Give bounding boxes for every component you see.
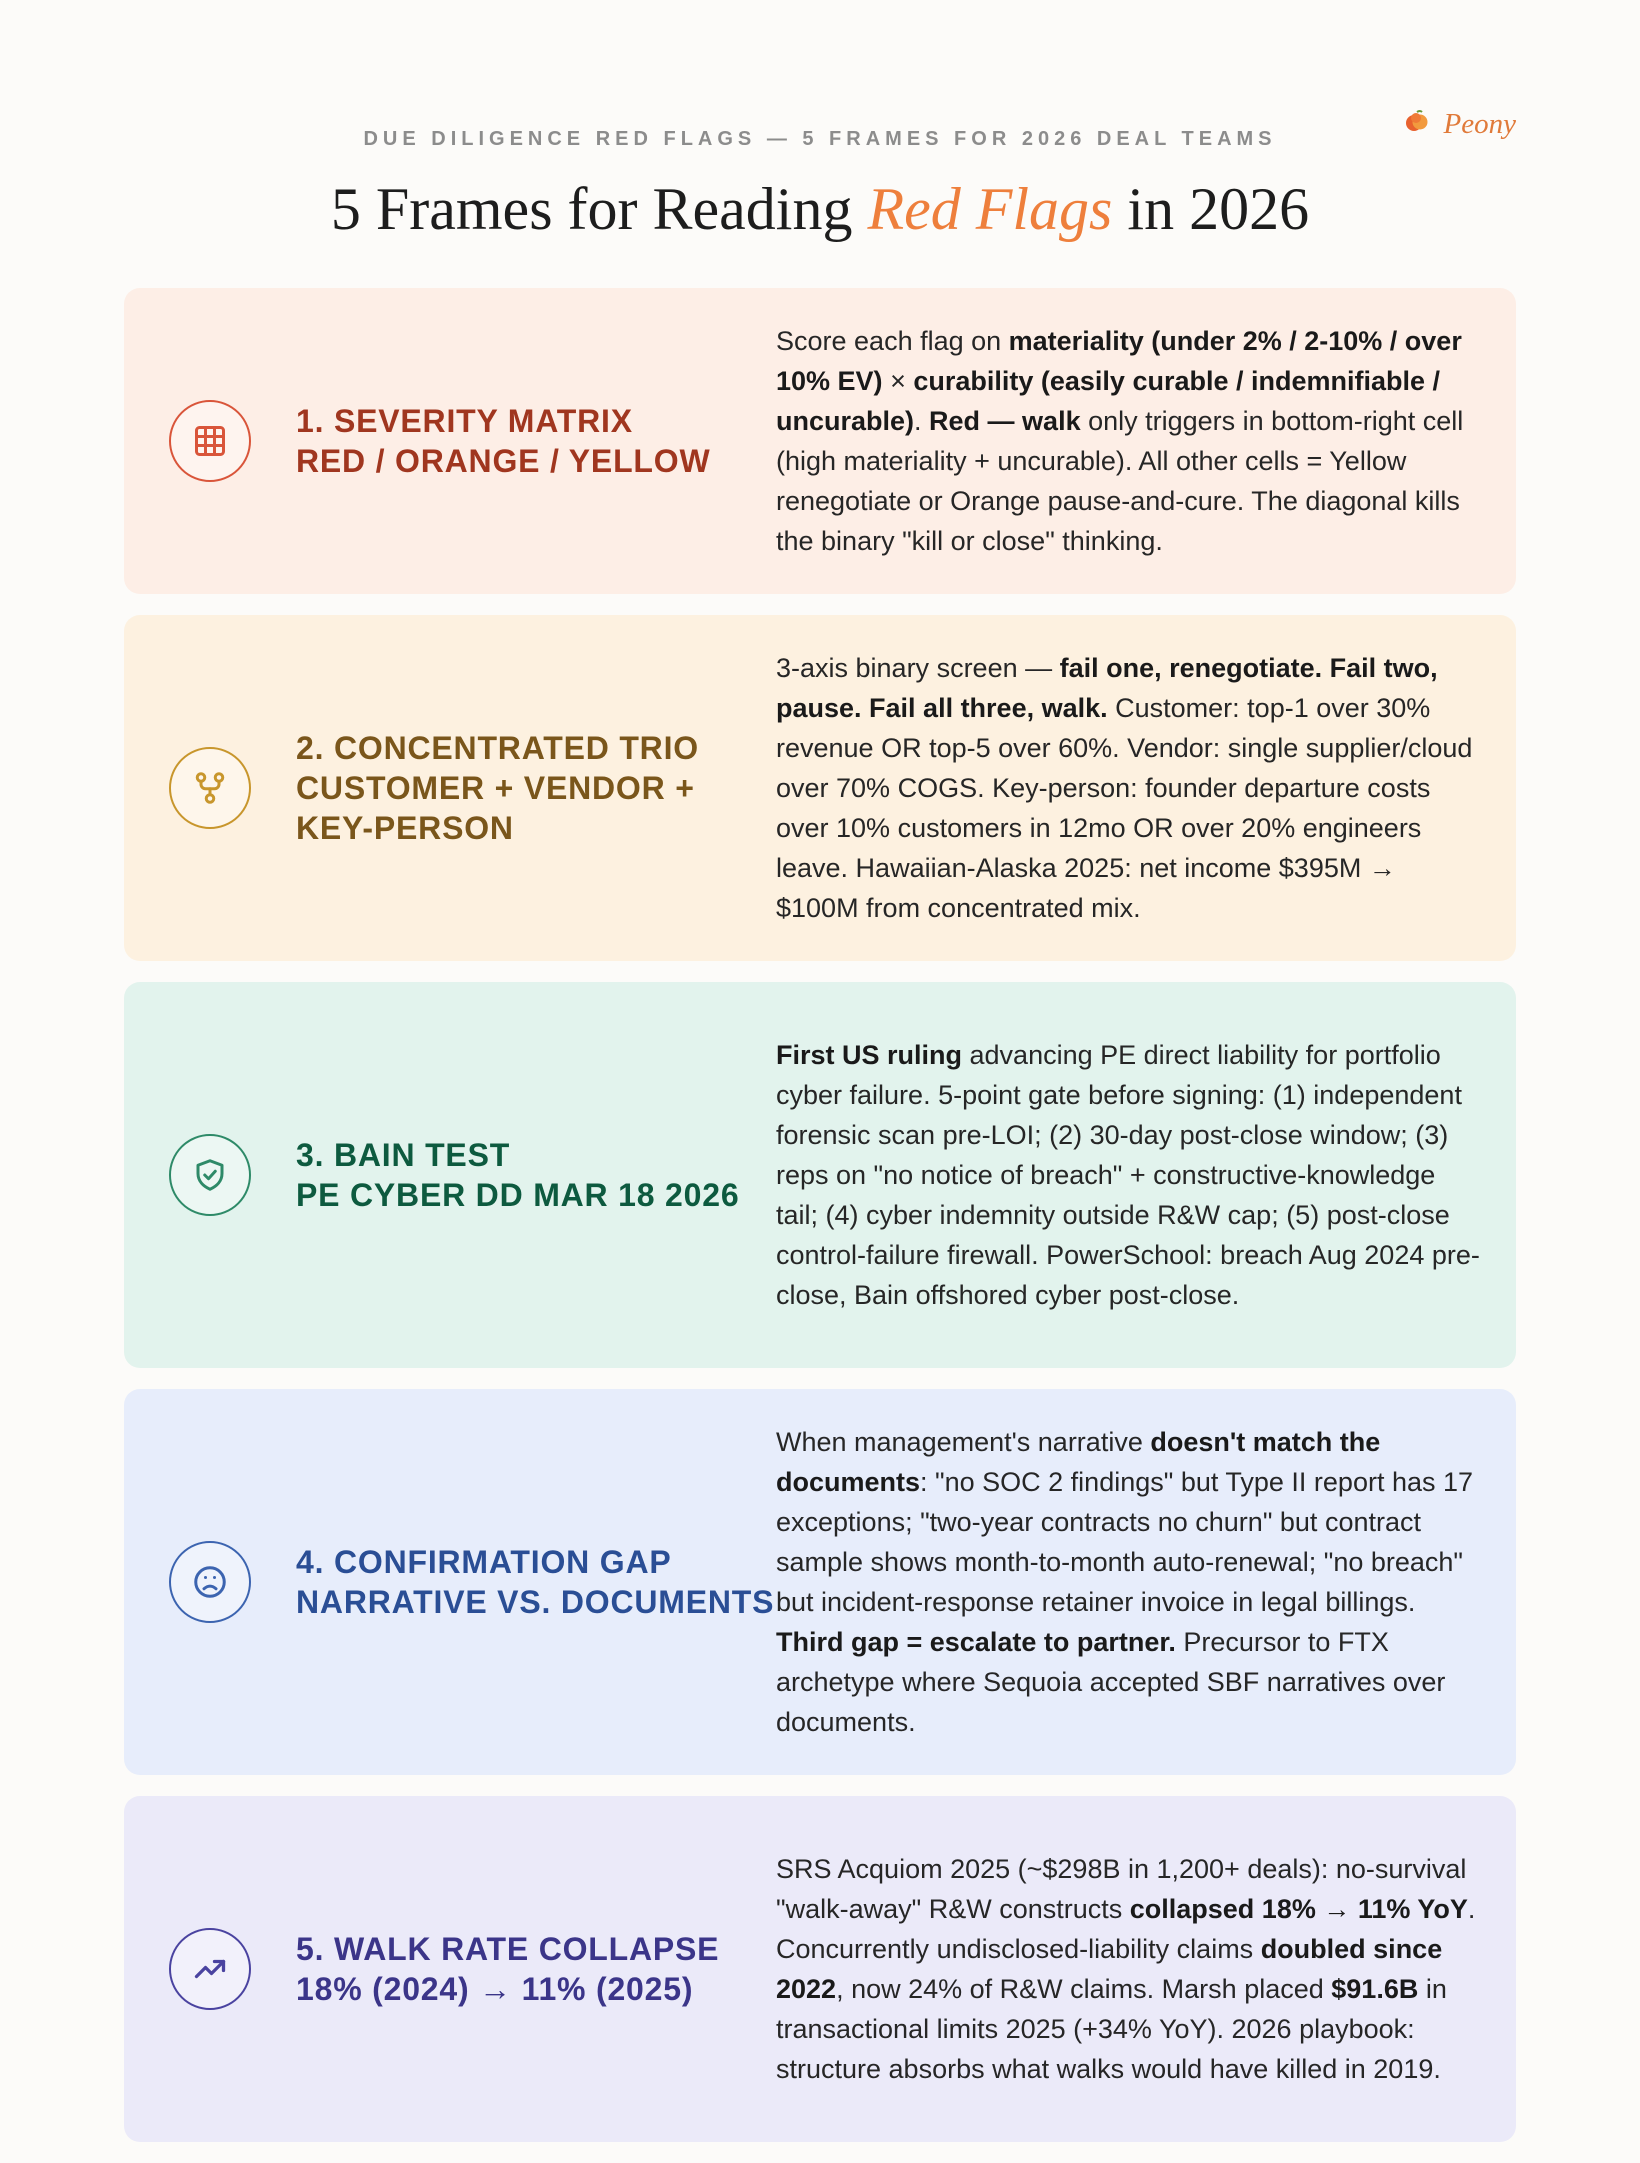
frame-subtitle: 18% (2024) → 11% (2025)	[296, 1971, 694, 2007]
frame-title: 2. CONCENTRATED TRIO	[296, 730, 699, 766]
frame-card-walk-rate	[124, 1796, 1516, 2142]
brand-name: Peony	[1443, 108, 1516, 140]
body-emphasis: First US ruling	[776, 1040, 963, 1070]
body-emphasis: collapsed 18% → 11% YoY	[1129, 1894, 1468, 1924]
body-text: only triggers in bottom-right cell (high materiality + uncurable). All other cells = Yellow renegotiate or Orange pause-and-cure. The diagonal kills the binary "kill or close" thinking.	[776, 406, 1464, 556]
title-suffix: in 2026	[1112, 176, 1310, 242]
frame-body	[776, 1035, 1516, 1315]
body-text: Customer: top-1 over 30% revenue OR top-5 over 60%. Vendor: single supplier/cloud over 70% COGS. Key-person: founder departure costs over 10% customers in 12mo OR over 20% engineers leave. Hawaiian-Alaska 2025: net income $395M → $100M from concentrated mix.	[776, 693, 1473, 923]
frame-body	[776, 1849, 1516, 2089]
body-emphasis: fail one, renegotiate. Fail two, pause. Fail all three, walk.	[776, 653, 1438, 723]
body-text: ×	[882, 366, 914, 396]
body-emphasis: doesn't match the documents	[776, 1427, 1381, 1497]
frame-subtitle: PE CYBER DD MAR 18 2026	[296, 1177, 740, 1213]
grid-matrix-icon	[169, 400, 251, 482]
body-text: .	[914, 406, 930, 436]
frame-body	[776, 648, 1516, 928]
body-text: , now 24% of R&W claims. Marsh placed	[836, 1974, 1332, 2004]
trending-up-icon	[169, 1928, 251, 2010]
frame-card-severity-matrix	[124, 288, 1516, 594]
frame-title: 1. SEVERITY MATRIX	[296, 403, 633, 439]
frame-heading	[296, 1135, 776, 1215]
frame-card-concentrated-trio	[124, 615, 1516, 961]
frames-list	[124, 288, 1516, 2163]
body-emphasis: $91.6B	[1331, 1974, 1419, 2004]
frame-card-confirmation-gap	[124, 1389, 1516, 1775]
frame-body	[776, 1422, 1516, 1742]
frame-subtitle: RED / ORANGE / YELLOW	[296, 443, 711, 479]
body-emphasis: Red — walk	[929, 406, 1081, 436]
title-prefix: 5 Frames for Reading	[330, 176, 868, 242]
title-accent: Red Flags	[867, 176, 1113, 242]
body-text: : "no SOC 2 findings" but Type II report has 17 exceptions; "two-year contracts no churn" but contract sample shows month-to-month auto-renewal; "no breach" but incident-response retainer invoice in legal billings.	[776, 1467, 1474, 1617]
frame-heading	[296, 728, 776, 848]
frame-subtitle: NARRATIVE VS. DOCUMENTS	[296, 1584, 775, 1620]
frown-face-icon	[169, 1541, 251, 1623]
frame-heading	[296, 1929, 776, 2009]
body-emphasis: Third gap = escalate to partner.	[776, 1627, 1176, 1657]
shield-check-icon	[169, 1134, 251, 1216]
frame-body	[776, 321, 1516, 561]
body-text: When management's narrative	[776, 1427, 1151, 1457]
frame-heading	[296, 1542, 776, 1622]
body-text: Precursor to FTX archetype where Sequoia accepted SBF narratives over documents.	[776, 1627, 1446, 1737]
eyebrow-label: DUE DILIGENCE RED FLAGS — 5 FRAMES FOR 2026 DEAL TEAMS	[363, 128, 1277, 150]
body-emphasis: doubled since 2022	[776, 1934, 1443, 2004]
page-title	[0, 175, 1640, 244]
body-text: SRS Acquiom 2025 (~$298B in 1,200+ deals): no-survival "walk-away" R&W constructs	[776, 1854, 1467, 1924]
body-emphasis: curability (easily curable / indemnifiable / uncurable)	[776, 366, 1441, 436]
body-text: . Concurrently undisclosed-liability claims	[776, 1894, 1476, 1964]
frame-title: 5. WALK RATE COLLAPSE	[296, 1931, 720, 1967]
frame-card-bain-test	[124, 982, 1516, 1368]
body-text: Score each flag on	[776, 326, 1009, 356]
frame-title: 4. CONFIRMATION GAP	[296, 1544, 672, 1580]
page-header	[0, 128, 1640, 244]
git-fork-icon	[169, 747, 251, 829]
body-text: 3-axis binary screen —	[776, 653, 1060, 683]
frame-title: 3. BAIN TEST	[296, 1137, 511, 1173]
body-text: advancing PE direct liability for portfolio cyber failure. 5-point gate before signing: (1) independent forensic scan pre-LOI; (2) 30-day post-close window; (3) reps on "no notice of breach" + constructive-knowledge tail; (4) cyber indemnity outside R&W cap; (5) post-close control-failure firewall. PowerSchool: breach Aug 2024 pre-close, Bain offshored cyber post-close.	[776, 1040, 1480, 1310]
frame-heading	[296, 401, 776, 481]
frame-subtitle: CUSTOMER + VENDOR + KEY-PERSON	[296, 770, 695, 846]
body-text: in transactional limits 2025 (+34% YoY). 2026 playbook: structure absorbs what walks would have killed in 2019.	[776, 1974, 1447, 2084]
body-emphasis: materiality (under 2% / 2-10% / over 10% EV)	[776, 326, 1462, 396]
